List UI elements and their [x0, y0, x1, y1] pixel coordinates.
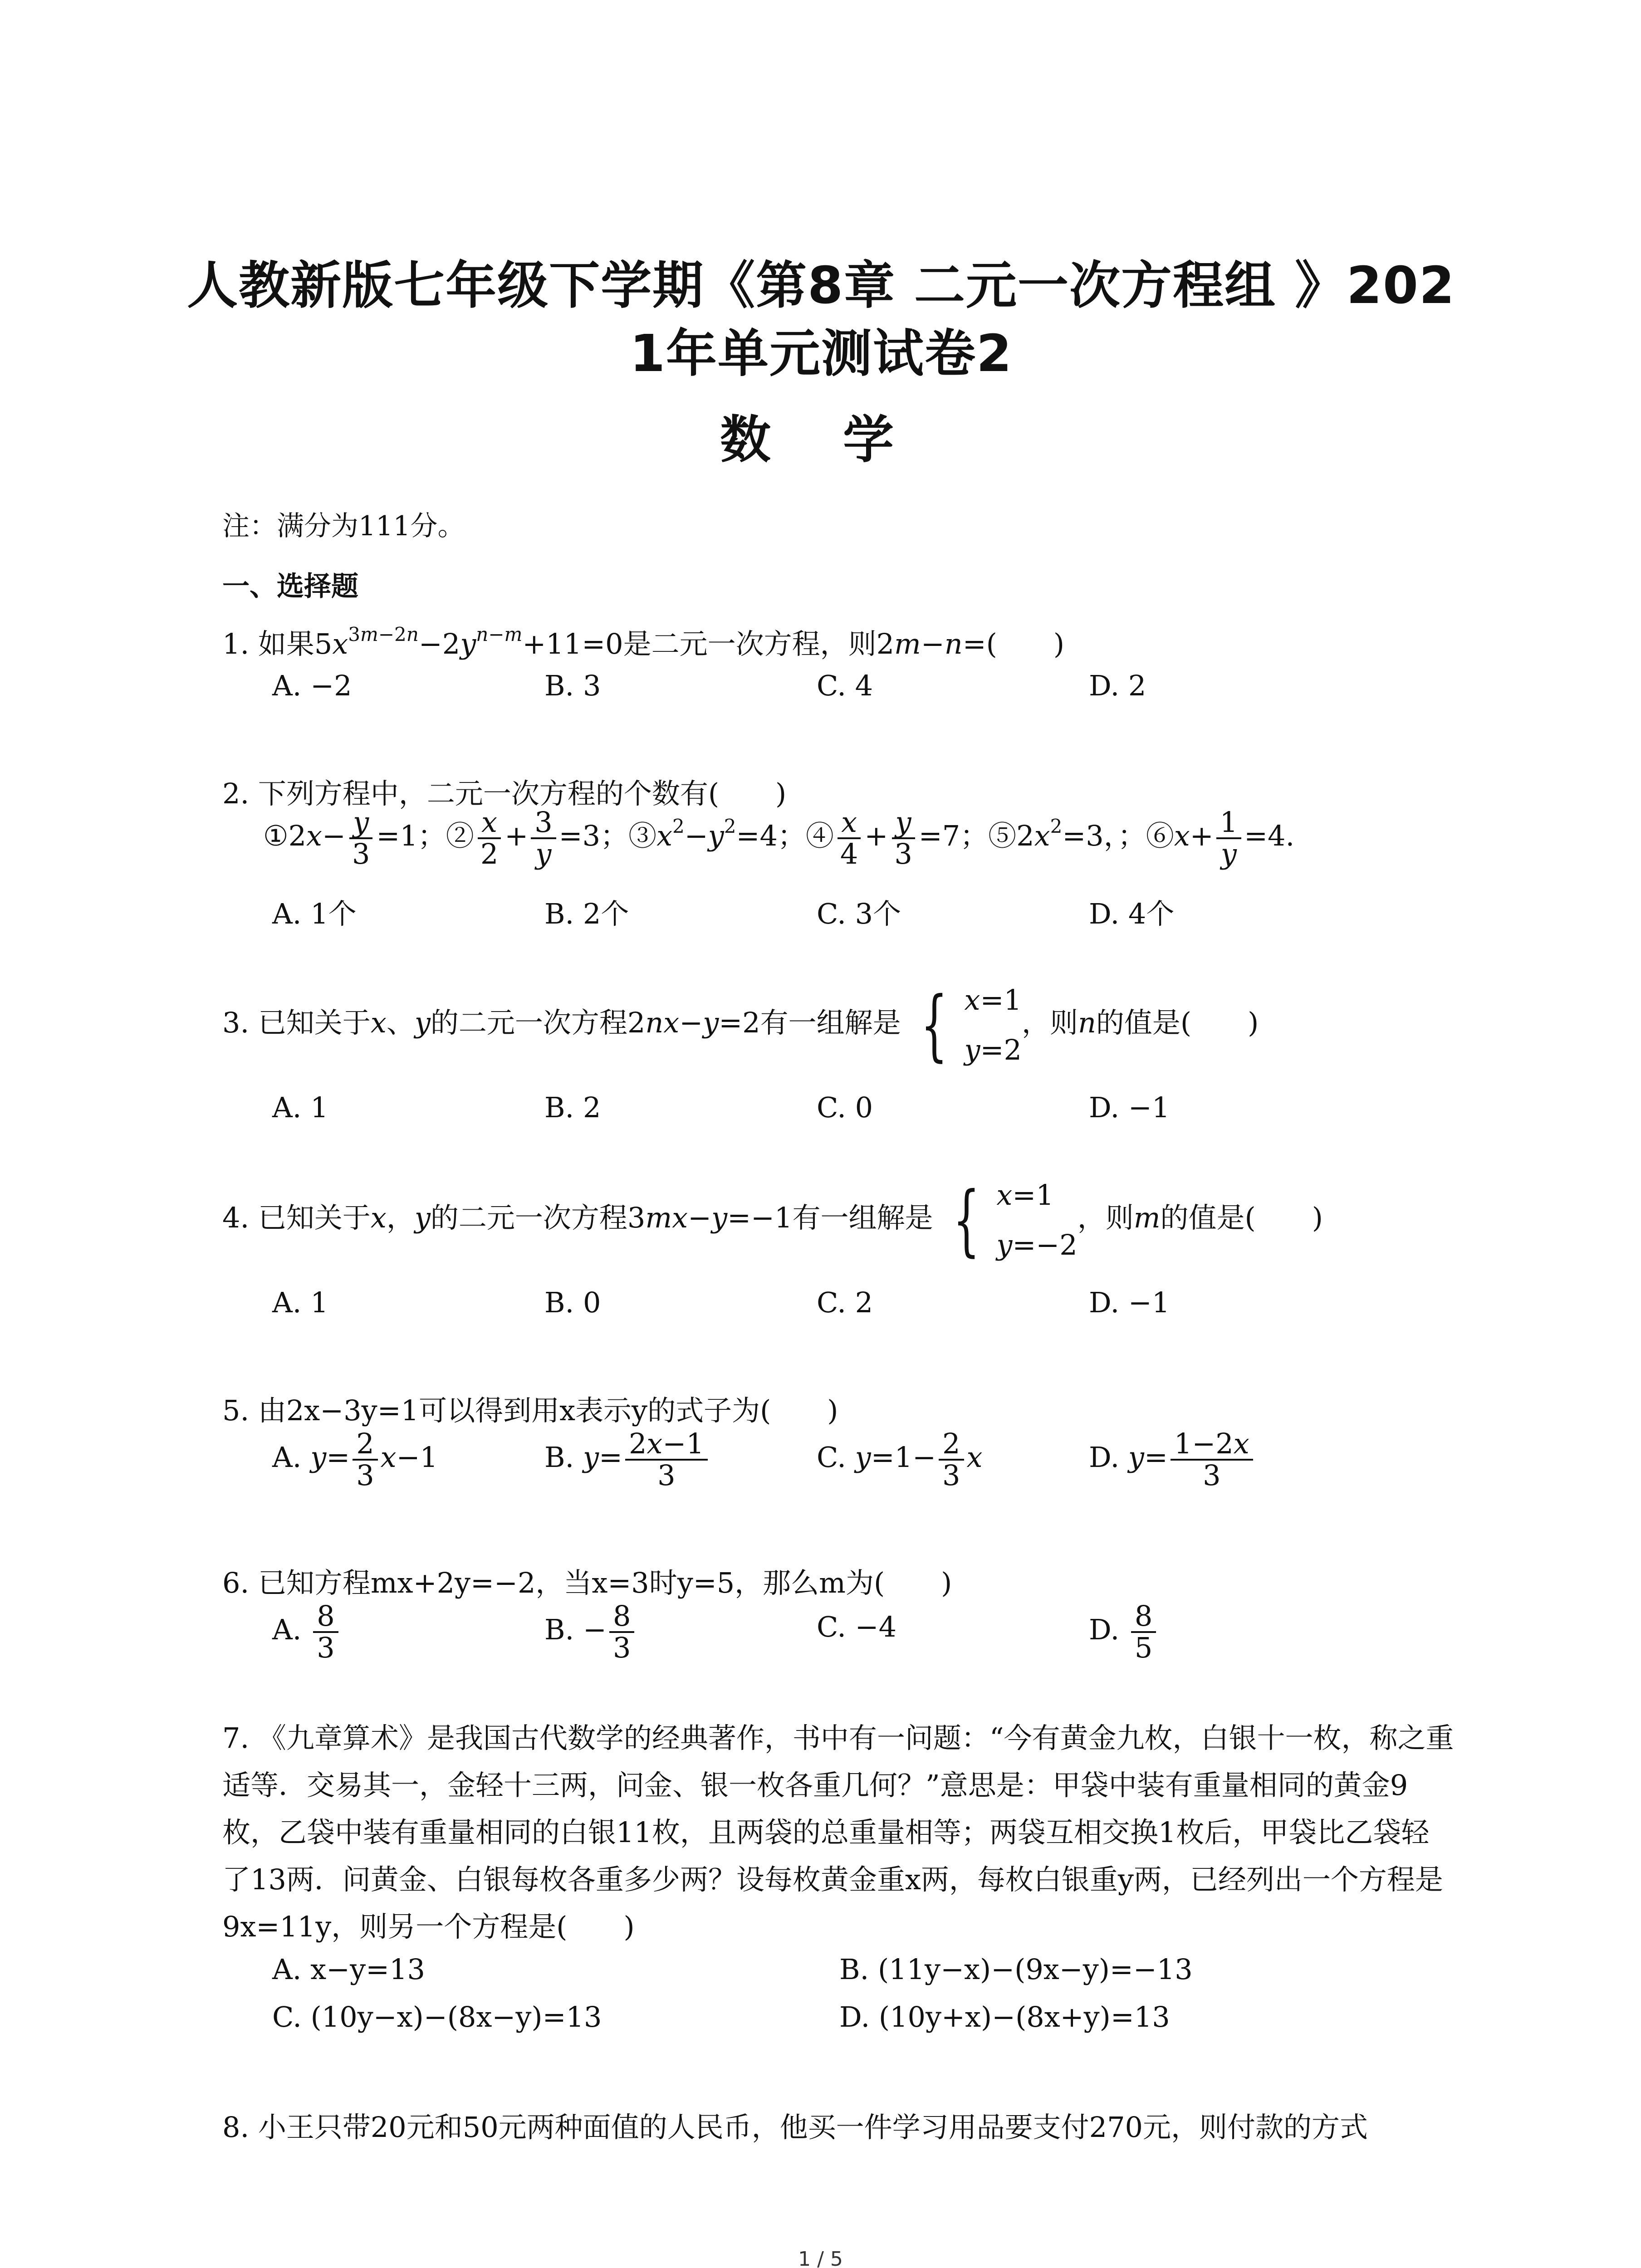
- q1-option-a: A. −2: [272, 669, 352, 702]
- q2-option-b: B. 2个: [544, 897, 629, 930]
- q1-option-b: B. 3: [544, 669, 601, 702]
- q4-option-c: C. 2: [817, 1286, 873, 1319]
- q6-option-a: A. $\frac{8}{3}$: [272, 1601, 341, 1663]
- q6-option-c: C. −4: [817, 1610, 897, 1643]
- section-heading: 一、选择题: [222, 571, 358, 602]
- q7-option-d: D. (10y+x)−(8x+y)=13: [839, 2000, 1170, 2033]
- q7-option-b: B. (11y−x)−(9x−y)=−13: [839, 1953, 1193, 1986]
- page-title: [172, 252, 1470, 388]
- page-number: 1 / 5: [798, 2248, 843, 2268]
- q4-option-b: B. 0: [544, 1286, 601, 1319]
- q3-option-b: B. 2: [544, 1091, 601, 1124]
- subject-heading: 数 学: [720, 411, 921, 469]
- question-1: 1. 如果$5x^{3m-2n}-2y^{n-m}+11=0$是二元一次方程，则2m−n=( ): [222, 623, 1065, 660]
- title-line-1: 人教新版七年级下学期《第8章 二元一次方程组 》202: [187, 256, 1455, 315]
- question-8: 8. 小王只带20元和50元两种面值的人民币，他买一件学习用品要支付270元，则付款的方式: [222, 2111, 1368, 2144]
- question-6: 6. 已知方程mx+2y=−2，当x=3时y=5，那么m为( ): [222, 1566, 952, 1599]
- title-line-2: 1年单元测试卷2: [630, 324, 1013, 383]
- question-7: 7. 《九章算术》是我国古代数学的经典著作，书中有一问题：“今有黄金九枚，白银十一枚，称之重适等．交易其一，金轻十三两，问金、银一枚各重几何？”意思是：甲袋中装有重量相同的黄金9枚，乙袋中装有重量相同的白银11枚，且两袋的总重量相等；两袋互相交换1枚后，甲袋比乙袋轻了13两．问黄金、白银每枚各重多少两？设每枚黄金重x两，每枚白银重y两，已经列出一个方程是9x=11y，则另一个方程是( ): [222, 1721, 1454, 1943]
- q4-option-a: A. 1: [272, 1286, 328, 1319]
- q2-equations: ①2x− $\frac{y}{3}$ =1；② $\frac{x}{2}$ + $\frac{3}{y}$ =3；$③x^2-y^2=4$；④ $\frac{x}{4}$ + $\frac{y}{3}$ =7；$⑤2x^2=3$，；⑥x+ $\frac{1}{y}$ =4.: [263, 806, 1295, 870]
- q1-option-d: D. 2: [1089, 669, 1146, 702]
- q7-option-a: A. x−y=13: [272, 1953, 425, 1986]
- q7-option-c: C. (10y−x)−(8x−y)=13: [272, 2000, 602, 2033]
- q1-option-c: C. 4: [817, 669, 873, 702]
- question-5: 5. 由2x−3y=1可以得到用x表示y的式子为( ): [222, 1394, 838, 1427]
- score-note: 注：满分为111分。: [222, 510, 465, 542]
- question-4: 4. 已知关于x，y的二元一次方程3mx−y=−1有一组解是 { x=1 y=−2 ，则m的值是( ): [222, 1175, 1323, 1265]
- q2-option-a: A. 1个: [272, 897, 357, 930]
- q5-option-b: B. y= $\frac{2x-1}{3}$: [544, 1429, 710, 1491]
- q5-option-d: D. y= $\frac{1-2x}{3}$: [1089, 1429, 1256, 1491]
- q2-option-d: D. 4个: [1089, 897, 1175, 930]
- question-3: 3. 已知关于x、y的二元一次方程2nx−y=2有一组解是 { x=1 y=2 ，则n的值是( ): [222, 980, 1259, 1070]
- q3-option-c: C. 0: [817, 1091, 873, 1124]
- q3-option-d: D. −1: [1089, 1091, 1170, 1124]
- q6-option-b: B. − $\frac{8}{3}$: [544, 1601, 637, 1663]
- q5-option-a: A. y= $\frac{2}{3}$ x−1: [272, 1427, 438, 1492]
- q6-option-d: D. $\frac{8}{5}$: [1089, 1601, 1159, 1663]
- question-2: 2. 下列方程中，二元一次方程的个数有( ): [222, 777, 787, 810]
- q5-option-c: C. y=1− $\frac{2}{3}$ x: [817, 1427, 983, 1492]
- q3-option-a: A. 1: [272, 1091, 328, 1124]
- q4-option-d: D. −1: [1089, 1286, 1170, 1319]
- q2-option-c: C. 3个: [817, 897, 901, 930]
